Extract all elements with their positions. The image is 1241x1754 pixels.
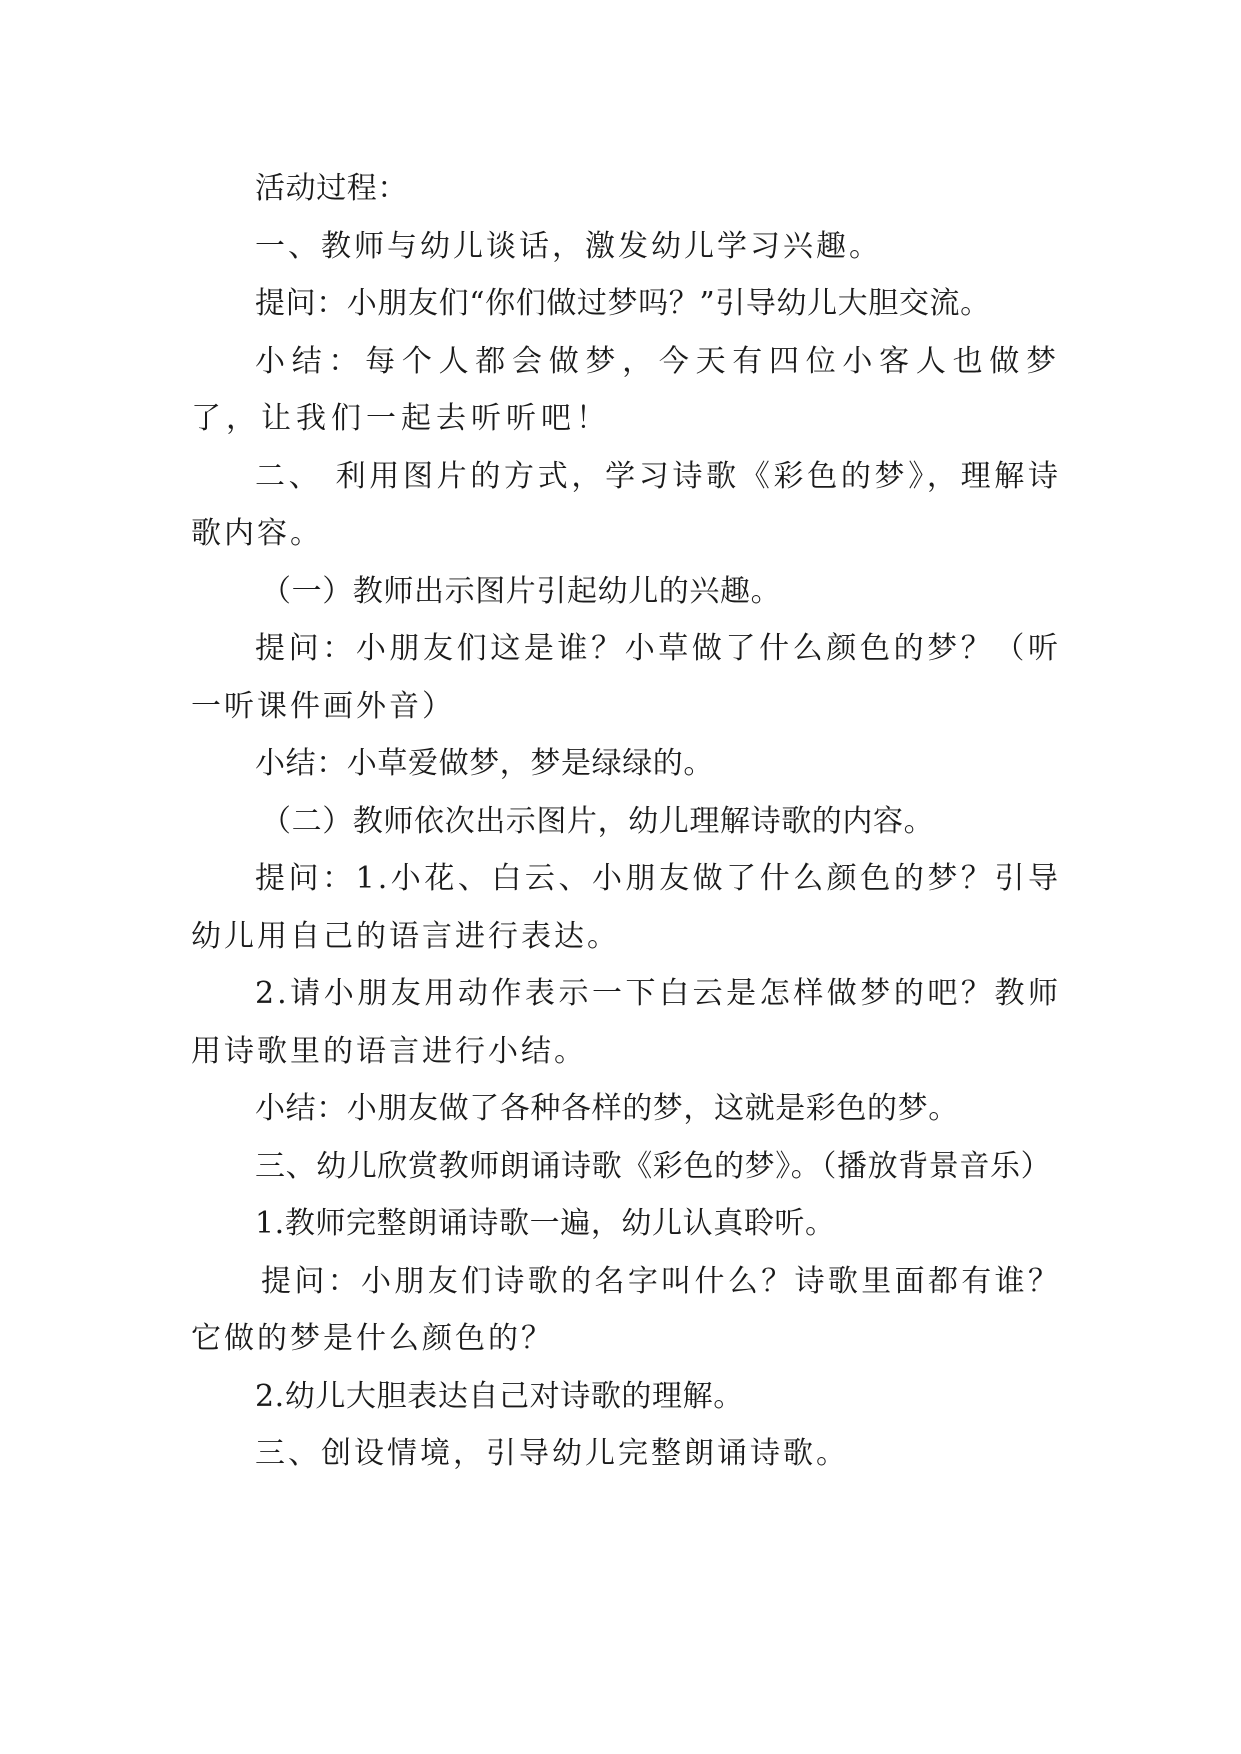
- paragraph-section-one: 一、教师与幼儿谈话，激发幼儿学习兴趣。: [255, 228, 882, 264]
- paragraph-summary-dream: 小结：每个人都会做梦，今天有四位小客人也做梦了，让我们一起去听听吧！: [191, 343, 1061, 436]
- paragraph-question-grass: 提问：小朋友们这是谁？小草做了什么颜色的梦？（听一听课件画外音）: [191, 631, 1061, 724]
- paragraph-activity-process: 活动过程：: [255, 171, 408, 206]
- paragraph-question-colors: 提问：1.小花、白云、小朋友做了什么颜色的梦？引导幼儿用自己的语言进行表达。: [191, 861, 1061, 954]
- document-body: [191, 160, 1061, 1483]
- paragraph-summary-colorful: 小结：小朋友做了各种各样的梦，这就是彩色的梦。: [255, 1091, 959, 1126]
- paragraph-question-dream: 提问：小朋友们“你们做过梦吗？”引导幼儿大胆交流。: [255, 286, 991, 321]
- paragraph-section-three: 三、幼儿欣赏教师朗诵诗歌《彩色的梦》。（播放背景音乐）: [255, 1148, 1052, 1184]
- paragraph-recite-once: 1.教师完整朗诵诗歌一遍，幼儿认真聆听。: [255, 1206, 836, 1241]
- paragraph-section-three-b: 三、创设情境，引导幼儿完整朗诵诗歌。: [255, 1436, 849, 1471]
- paragraph-section-two: 二、 利用图片的方式，学习诗歌《彩色的梦》，理解诗歌内容。: [191, 458, 1061, 551]
- paragraph-question-poem: 提问：小朋友们诗歌的名字叫什么？诗歌里面都有谁？它做的梦是什么颜色的？: [191, 1263, 1061, 1356]
- paragraph-subsection-one: （一）教师出示图片引起幼儿的兴趣。: [261, 573, 782, 609]
- paragraph-subsection-two: （二）教师依次出示图片，幼儿理解诗歌的内容。: [261, 803, 935, 839]
- paragraph-action-clouds: 2.请小朋友用动作表示一下白云是怎样做梦的吧？教师用诗歌里的语言进行小结。: [191, 976, 1061, 1069]
- paragraph-express-understanding: 2.幼儿大胆表达自己对诗歌的理解。: [255, 1378, 744, 1414]
- paragraph-summary-grass: 小结：小草爱做梦，梦是绿绿的。: [255, 746, 714, 781]
